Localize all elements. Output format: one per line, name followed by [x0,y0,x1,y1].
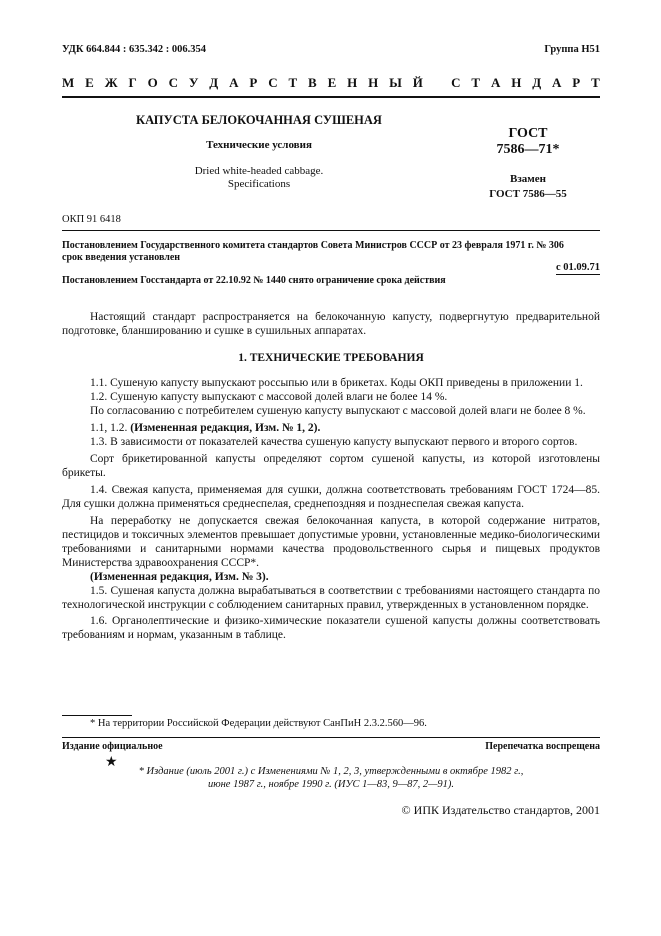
banner-letter: А [490,75,501,90]
gost-label: ГОСТ [508,126,548,141]
copyright: © ИПК Издательство стандартов, 2001 [401,803,600,817]
decree-line3: Постановлением Госстандарта от 22.10.92 № 1440 снято ограничение срока действия [62,275,446,286]
banner-letter: Ж [104,75,118,90]
edit-note-1 [62,421,600,435]
banner-letter: С [268,75,278,90]
document-subtitle: Технические условия [206,139,312,151]
para-1-2b: По согласованию с потребителем сушеную капусту выпускают с массовой долей влаги не более 8 %. [90,405,586,417]
banner-gap [434,75,441,91]
banner-letter: С [451,75,461,90]
banner-letter: Е [85,75,94,90]
okp-rule [62,230,600,231]
decree-line1: Постановлением Государственного комитета стандартов Совета Министров СССР от 23 февраля 1971 г. № 306 [62,240,564,251]
section-title: 1. ТЕХНИЧЕСКИЕ ТРЕБОВАНИЯ [238,352,424,364]
para-1-5: 1.5. Сушеная капуста должна вырабатываться в соответствии с требованиями настоящего стандарта по технологической инструкции с соблюдением санитарных правил, утвержденных в установленном порядке. [62,585,600,611]
edit-note-2: (Измененная редакция, Изм. № 3). [90,571,269,583]
para-1-3: 1.3. В зависимости от показателей качества сушеную капусту выпускают первого и второго сортов. [90,436,578,448]
reprint-notice: Перепечатка воспрещена [485,741,600,752]
replaces-label: Взамен [510,173,546,185]
para-1-4b: На переработку не допускается свежая белокочанная капуста, в которой содержание нитратов, пестицидов и токсичных элементов превышает допустимые уровни, установленные медико-биологическими требованиями и санитарными нормами качества продовольственного сырья и пищевых продуктов Министерства здравоохранения СССР*. [62,515,600,569]
banner-letter: Р [249,75,258,90]
official-edition: Издание официальное [62,741,163,752]
group-code: Группа Н51 [544,44,600,55]
english-title-line2: Specifications [227,178,291,190]
edit-note-1-text: (Измененная редакция, Изм. № 1, 2). [130,422,321,434]
banner-letter: У [188,75,199,90]
banner-letter: А [229,75,239,90]
para-1-6: 1.6. Органолептические и физико-химические показатели сушеной капусты должны соответствовать требованиям и нормам, указанным в таблице. [62,615,600,641]
banner-letter: Е [327,75,337,90]
banner-letter: Г [128,75,137,90]
edit-note-1-prefix: 1.1, 1.2. [90,422,128,434]
banner-letter: М [62,75,75,90]
banner-letter: Н [347,75,358,90]
banner-letter: А [552,75,562,90]
decree-line2: срок введения установлен [62,252,181,263]
english-title-line1: Dried white-headed cabbage. [194,165,324,177]
para-1-4: 1.4. Свежая капуста, применяемая для сушки, должна соответствовать требованиям ГОСТ 1724—85. Для сушки должна применяться среднеспелая, среднепоздняя и позднеспелая свежая капуста. [62,484,600,510]
effective-date: с 01.09.71 [555,262,600,273]
banner-letter: Р [572,75,581,90]
udk-code: УДК 664.844 : 635.342 : 006.354 [62,44,206,55]
edition-line2: июне 1987 г., ноябре 1990 г. (ИУС 1—83, 9—87, 2—91). [207,779,455,790]
banner-letter: Т [591,75,600,90]
replaces-standard: ГОСТ 7586—55 [489,188,567,200]
para-1-1: 1.1. Сушеную капусту выпускают россыпью или в брикетах. Коды ОКП приведены в приложении 1. [90,377,583,389]
banner-letter: Д [532,75,542,90]
banner-letter: Т [288,75,298,90]
intro-text: Настоящий стандарт распространяется на белокочанную капусту, подвергнутую предварительной подготовке, бланшированию и сушке в сушильных аппаратах. [62,311,600,337]
footnote-rule [62,715,132,716]
standard-banner [62,75,600,91]
banner-letter: Т [471,75,481,90]
banner-letter: Д [209,75,219,90]
okp-code: ОКП 91 6418 [62,214,121,225]
footer-rule [62,737,600,738]
banner-letter: С [168,75,178,90]
banner-letter: В [308,75,317,90]
banner-rule [62,96,600,98]
section-body [62,376,600,642]
para-1-2: 1.2. Сушеную капусту выпускают с массовой долей влаги не более 14 %. [90,391,448,403]
banner-letter: Ы [389,75,402,90]
gost-number: 7586—71* [496,142,560,157]
banner-letter: Н [511,75,522,90]
document-title: КАПУСТА БЕЛОКОЧАННАЯ СУШЕНАЯ [136,113,382,127]
banner-letter: Й [412,75,423,90]
edition-line1: * Издание (июль 2001 г.) с Изменениями № 1, 2, 3, утвержденными в октябре 1982 г., [138,766,524,777]
intro-paragraph [62,310,600,338]
banner-letter: О [147,75,158,90]
para-1-3b: Сорт брикетированной капусты определяют сортом сушеной капусты, из которой изготовлены брикеты. [62,453,600,479]
star-icon: ★ [105,755,118,770]
footnote: * На территории Российской Федерации действуют СанПиН 2.3.2.560—96. [90,718,427,729]
banner-letter: Н [368,75,379,90]
